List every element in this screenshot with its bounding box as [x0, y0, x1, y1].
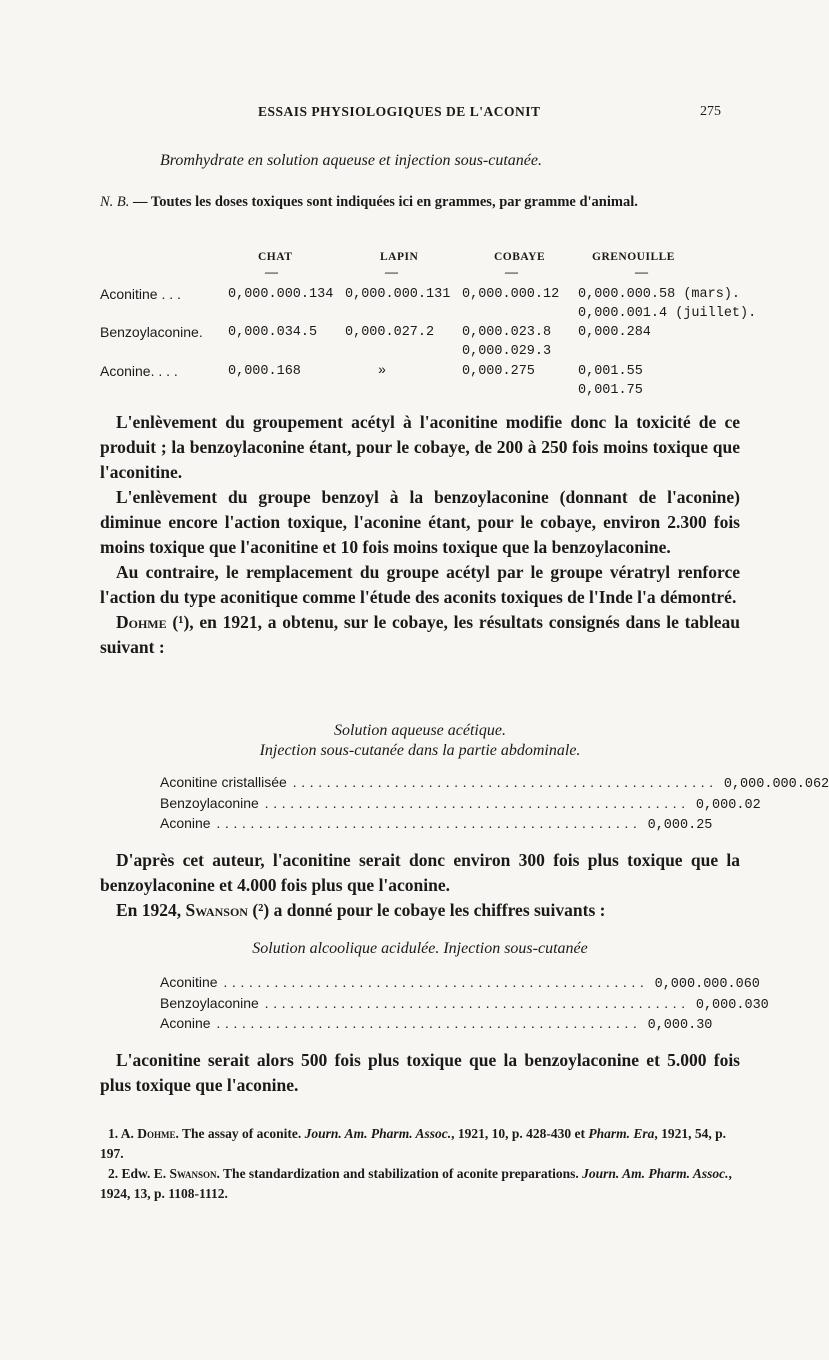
row-label: Aconine: [160, 1015, 211, 1031]
row-value: 0,000.000.062: [723, 777, 829, 792]
footnotes: [100, 1124, 740, 1204]
row-label: Aconine: [160, 815, 211, 831]
cell: 0,000.000.131: [345, 287, 451, 302]
paragraph: L'enlèvement du groupement acétyl à l'aconitine modifie donc la toxicité de ce produit ; la benzoylaconine étant, pour le cobaye, de 200 à 250 fois moins toxique que l'aconitine.: [100, 412, 740, 482]
col-dash: —: [385, 264, 398, 279]
cell: 0,000.027.2: [345, 325, 435, 340]
table3-row: Benzoylaconine .................................................. 0,000.030: [160, 995, 769, 1013]
col-dash: —: [505, 264, 518, 279]
row-label: Aconitine: [160, 974, 218, 990]
row-label: Aconitine cristallisée: [160, 774, 287, 790]
paragraph: Au contraire, le remplacement du groupe acétyl par le groupe vératryl renforce l'action du type aconitique comme l'étude des aconits toxiques de l'Inde l'a démontré.: [100, 562, 740, 607]
row-value: 0,000.000.060: [654, 977, 760, 992]
paragraph-dohme: [100, 610, 740, 660]
cell: 0,000.275: [462, 364, 535, 379]
row-label: Aconitine . . .: [100, 286, 181, 302]
row-label: Aconine. . . .: [100, 363, 178, 379]
footnote-journal: Pharm. Era: [588, 1126, 655, 1141]
page-number: 275: [700, 104, 721, 119]
running-header: ESSAIS PHYSIOLOGIQUES DE L'ACONIT: [258, 104, 541, 119]
final-paragraph: [100, 1048, 740, 1098]
note-label: N. B.: [100, 194, 130, 210]
table3-caption: Solution alcoolique acidulée. Injection sous-cutanée: [252, 940, 588, 957]
cell: 0,000.029.3: [462, 344, 552, 359]
paragraph: L'enlèvement du groupe benzoyl à la benzoylaconine (donnant de l'aconine) diminue encore l'action toxique, l'aconine étant, pour le cobaye, environ 2.300 fois moins toxique que l'aconitine et 10 fois moins toxique que la benzoylaconine.: [100, 487, 740, 557]
footnote-ref: (¹): [172, 612, 190, 632]
row-label: Benzoylaconine: [160, 995, 259, 1011]
paragraph-text: a donné pour le cobaye les chiffres suivants :: [269, 900, 606, 920]
footnote-text: . The assay of aconite.: [175, 1126, 305, 1141]
cell: 0,000.284: [578, 325, 651, 340]
row-value: 0,000.30: [647, 1018, 713, 1033]
row-value: 0,000.25: [647, 818, 713, 833]
note-text: — Toutes les doses toxiques sont indiquées ici en grammes, par gramme d'animal.: [129, 194, 638, 210]
table3-row: Aconitine .................................................. 0,000.000.060: [160, 974, 760, 992]
cell: 0,000.000.134: [228, 287, 334, 302]
body-paragraphs: [100, 410, 740, 660]
row-label: Benzoylaconine.: [100, 324, 203, 340]
col-dash: —: [635, 264, 648, 279]
table2-row: Aconine .................................................. 0,000.25: [160, 815, 713, 833]
cell: 0,000.000.12: [462, 287, 560, 302]
table2-row: Benzoylaconine .................................................. 0,000.02: [160, 795, 761, 813]
footnote-text: , 1924, 13, p. 1108-1112.: [100, 1166, 732, 1201]
footnote-journal: Journ. Am. Pharm. Assoc.: [582, 1166, 729, 1181]
row-value: 0,000.02: [695, 798, 761, 813]
paragraph: L'aconitine serait alors 500 fois plus toxique que la benzoylaconine et 5.000 fois plus toxique que l'aconine.: [100, 1050, 740, 1095]
footnote-num: 2. Edw. E.: [108, 1166, 170, 1181]
footnote-ref: (²): [252, 900, 270, 920]
col-header-chat: CHAT: [258, 251, 293, 263]
footnote-text: . The standardization and stabilization of aconite preparations.: [216, 1166, 583, 1181]
subtitle: Bromhydrate en solution aqueuse et injection sous-cutanée.: [160, 152, 542, 169]
table3-row: Aconine .................................................. 0,000.30: [160, 1015, 713, 1033]
col-header-cobaye: COBAYE: [494, 251, 546, 263]
footnote-text: , 1921, 54, p. 197.: [100, 1126, 726, 1161]
note-block: [100, 192, 740, 212]
col-header-lapin: LAPIN: [380, 251, 419, 263]
cell: »: [378, 364, 387, 379]
paragraph-text: En 1924,: [116, 900, 186, 920]
footnote-journal: Journ. Am. Pharm. Assoc.: [304, 1126, 452, 1141]
footnote-author: Swanson: [169, 1166, 217, 1181]
cell: 0,001.55: [578, 364, 643, 379]
footnote-author: Dohme: [137, 1126, 176, 1141]
row-value: 0,000.030: [695, 998, 769, 1013]
paragraph: D'après cet auteur, l'aconitine serait donc environ 300 fois plus toxique que la benzoylaconine et 4.000 fois plus que l'aconine.: [100, 850, 740, 895]
cell: 0,000.023.8: [462, 325, 552, 340]
table2-caption2: Injection sous-cutanée dans la partie abdominale.: [259, 742, 581, 759]
col-dash: —: [265, 264, 278, 279]
col-header-grenouille: GRENOUILLE: [592, 251, 675, 263]
cell: 0,000.168: [228, 364, 301, 379]
paragraph-text: , en 1921, a obtenu, sur le cobaye, les résultats consignés dans le tableau suivant :: [100, 612, 741, 657]
footnote-text: , 1921, 10, p. 428-430 et: [451, 1126, 589, 1141]
paragraph-swanson: [100, 898, 740, 923]
author-dohme: Dohme: [116, 612, 167, 632]
footnote-num: 1. A.: [108, 1126, 138, 1141]
cell: 0,000.000.58 (mars).: [578, 287, 741, 302]
body-paragraphs-2: [100, 848, 740, 923]
cell: 0,000.001.4 (juillet).: [578, 306, 757, 321]
footnote-1: [100, 1124, 740, 1164]
cell: 0,000.034.5: [228, 325, 318, 340]
row-label: Benzoylaconine: [160, 795, 259, 811]
table2-caption1: Solution aqueuse acétique.: [334, 722, 506, 739]
cell: 0,001.75: [578, 383, 643, 398]
footnote-2: [100, 1164, 740, 1204]
author-swanson: Swanson: [185, 900, 248, 920]
table2-row: Aconitine cristallisée .................................................. 0,000.000.062: [160, 774, 829, 792]
